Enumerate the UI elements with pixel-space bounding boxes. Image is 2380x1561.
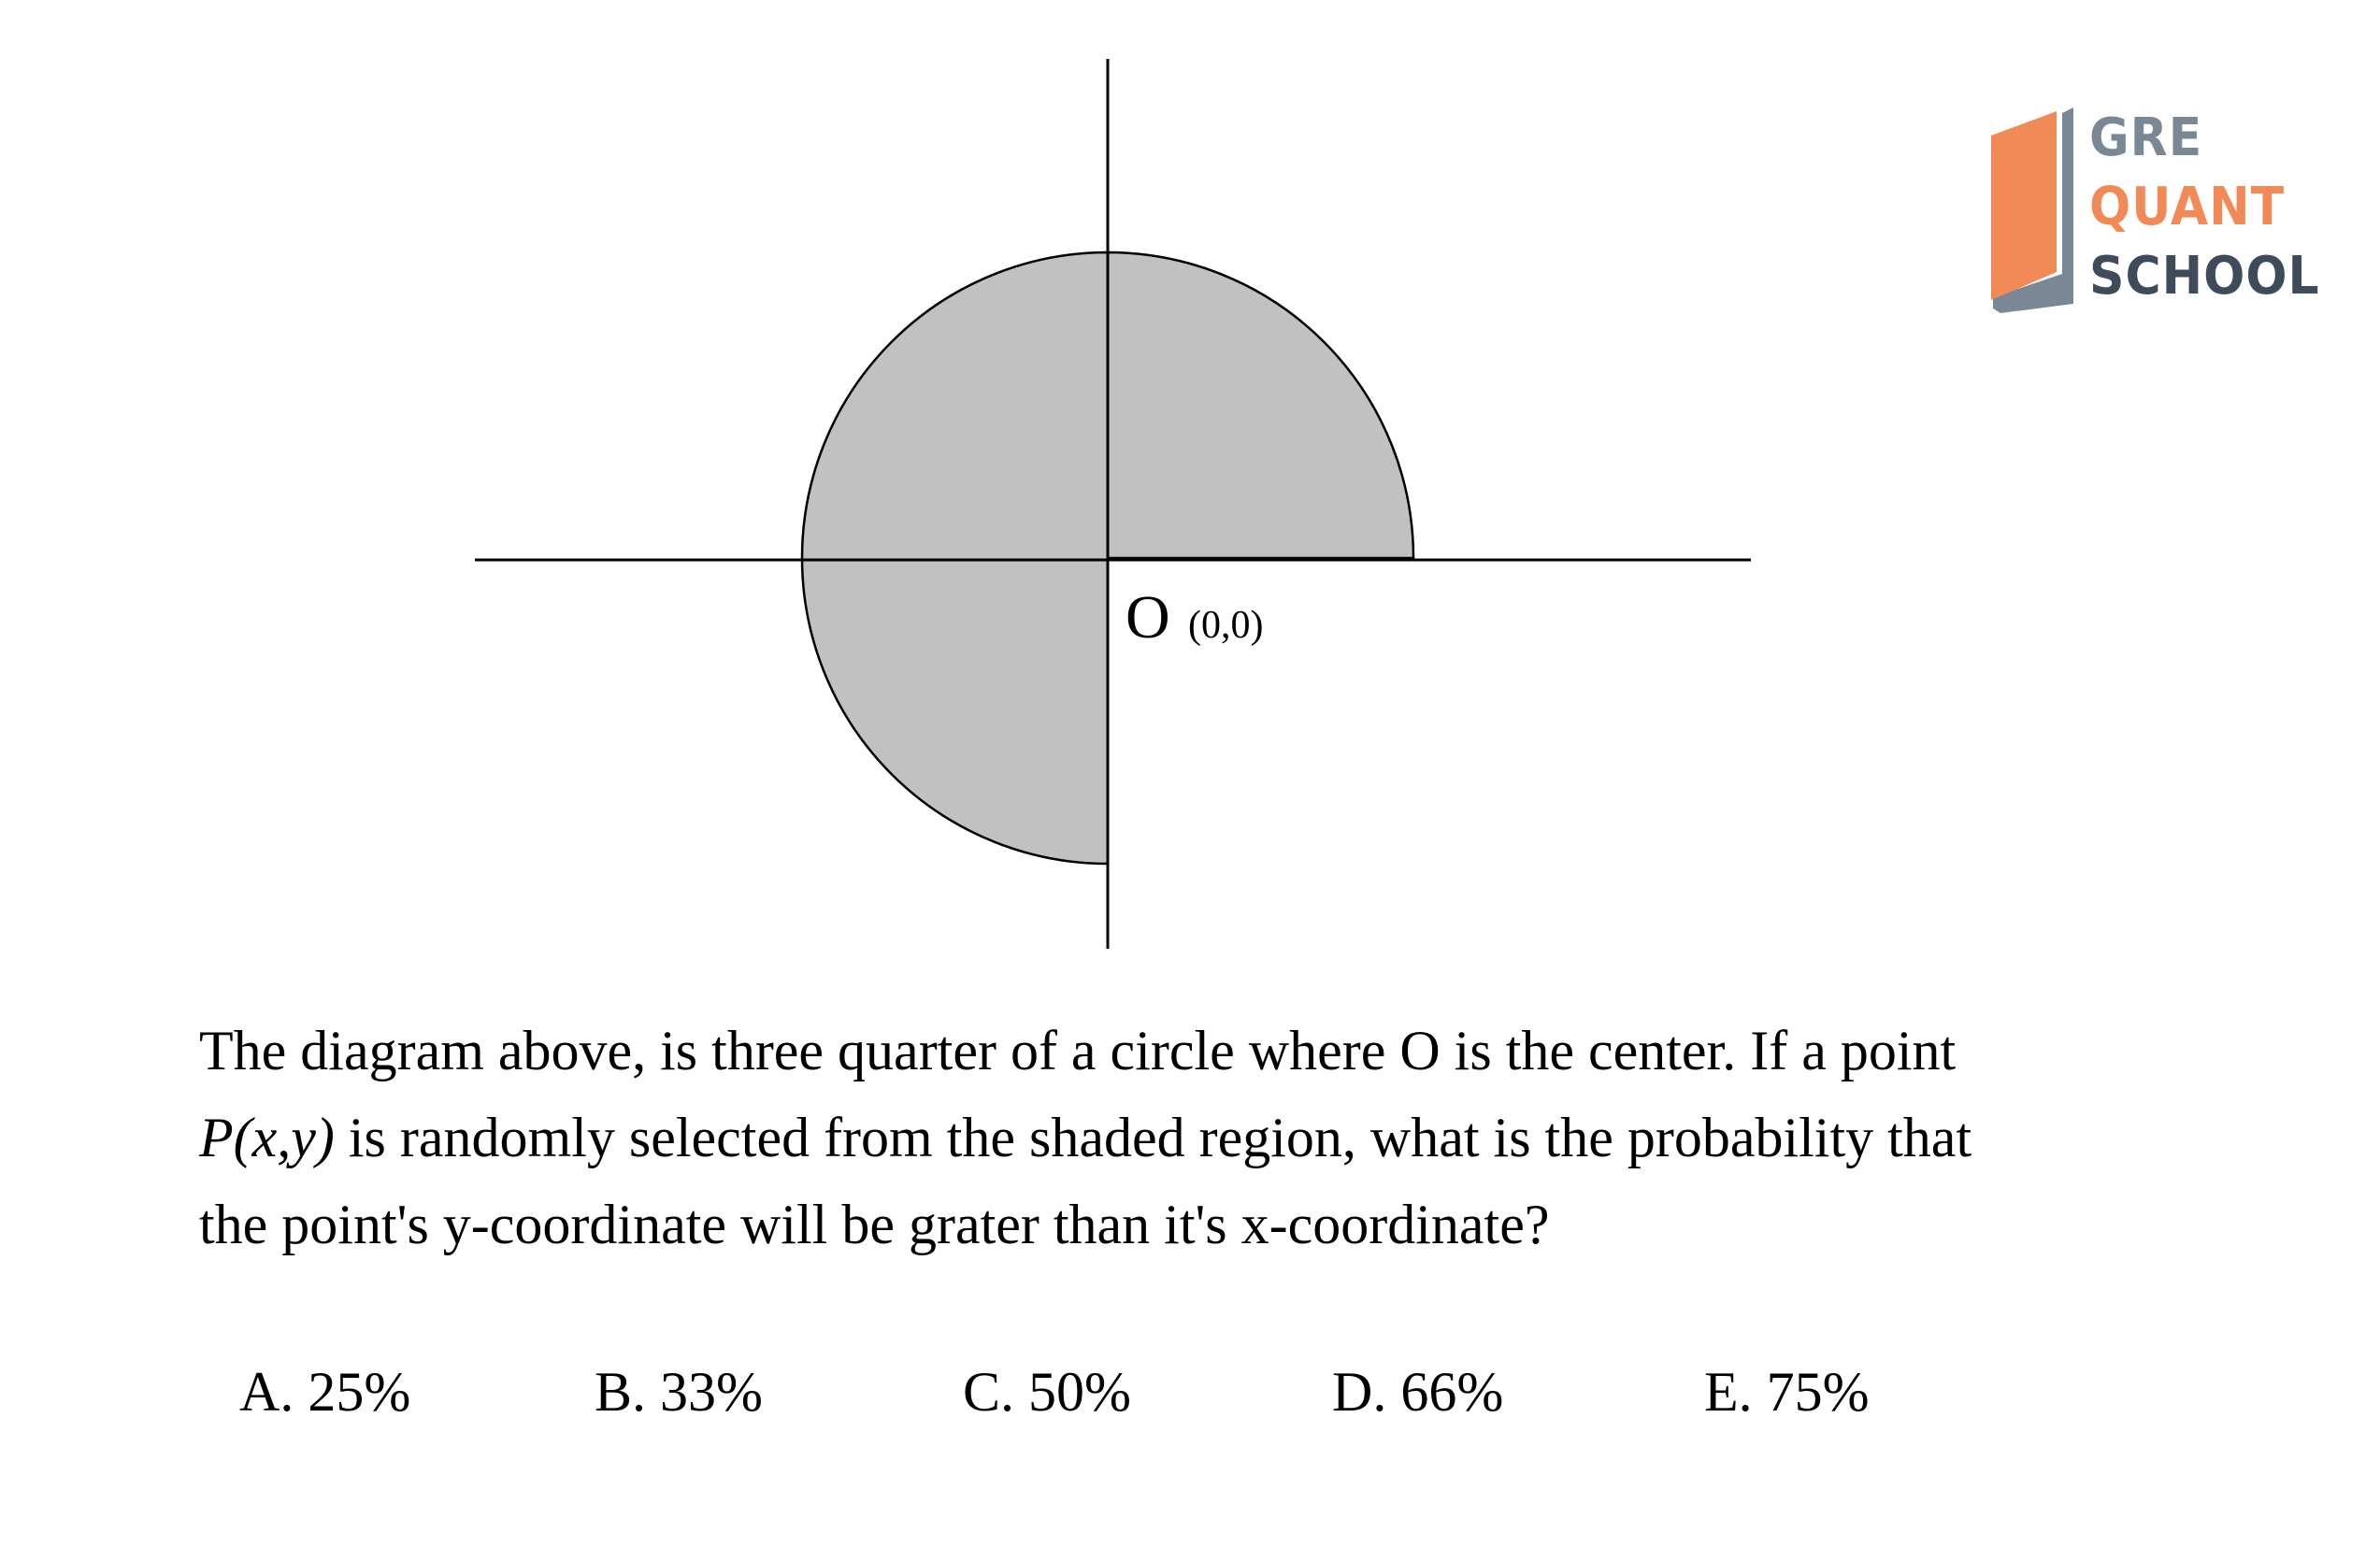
logo-text-quant: QUANT [2089, 177, 2286, 237]
origin-coordinates: (0,0) [1188, 604, 1264, 647]
shaded-region [802, 252, 1108, 864]
point-coordinates: (x,y) [233, 1107, 335, 1168]
option-c[interactable]: C. 50% [963, 1361, 1131, 1423]
option-a[interactable]: A. 25% [239, 1361, 411, 1423]
option-b[interactable]: B. 33% [595, 1361, 763, 1423]
point-symbol: P [199, 1107, 234, 1168]
question-line-2-rest: is randomly selected from the shaded region, what is the probability that [334, 1107, 1972, 1168]
gre-quant-school-logo [1982, 107, 2320, 322]
book-icon [1982, 107, 2085, 313]
question-line-1: The diagram above, is three quarter of a circle where O is the center. If a point [199, 1020, 1957, 1081]
question-line-2 [199, 1095, 2256, 1181]
shaded-region-upper-right [1108, 252, 1413, 558]
question-line-3: the point's y-coordinate will be grater than it's x-coordinate? [199, 1194, 1550, 1255]
option-e[interactable]: E. 75% [1704, 1361, 1870, 1423]
question-text [199, 1008, 2256, 1268]
logo-text-school: SCHOOL [2089, 246, 2320, 307]
logo-text-gre: GRE [2089, 107, 2203, 168]
option-d[interactable]: D. 66% [1332, 1361, 1504, 1423]
origin-label: O [1125, 583, 1170, 652]
answer-options [0, 1360, 2380, 1454]
